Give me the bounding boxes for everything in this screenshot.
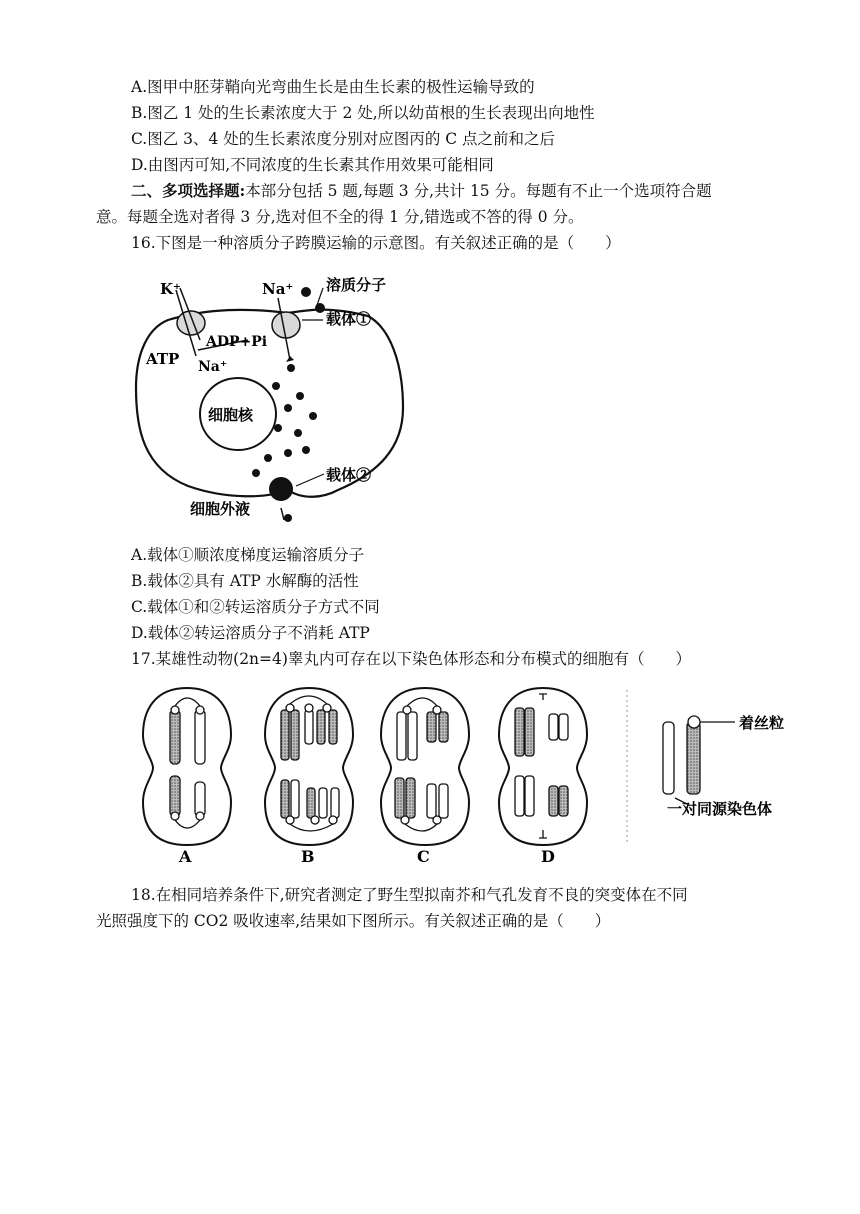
q16-option-d: D.载体②转运溶质分子不消耗 ATP: [131, 624, 370, 642]
q15-option-c: C.图乙 3、4 处的生长素浓度分别对应图丙的 C 点之前和之后: [131, 130, 556, 148]
carrier2-shape: [269, 477, 293, 501]
label-adp: ADP+Pi: [206, 334, 268, 350]
section2-heading: 二、多项选择题:: [131, 181, 246, 200]
legend-homologous-pair: 一对同源染色体: [667, 800, 773, 818]
cell-label-d: D: [541, 847, 555, 866]
cell-c-outline: [381, 688, 469, 845]
label-solute: 溶质分子: [326, 276, 387, 294]
cell-label-c: C: [417, 847, 430, 866]
q17-stem: 17.某雄性动物(2n=4)睾丸内可存在以下染色体形态和分布模式的细胞有（ ）: [131, 650, 691, 668]
section2-instructions: [131, 181, 712, 201]
q17-legend: [663, 716, 735, 804]
label-atp: ATP: [146, 350, 180, 368]
label-carrier2: 载体②: [326, 466, 372, 484]
legend-centromere: 着丝粒: [739, 714, 785, 732]
label-k: K⁺: [160, 280, 181, 298]
q16-cell-figure: [128, 268, 428, 530]
label-na-out: Na⁺: [262, 280, 294, 298]
q15-option-a: A.图甲中胚芽鞘向光弯曲生长是由生长素的极性运输导致的: [131, 78, 535, 96]
carrier1-shape: [272, 312, 300, 338]
q15-option-d: D.由图丙可知,不同浓度的生长素其作用效果可能相同: [131, 156, 494, 174]
cell-d-outline: [499, 688, 587, 845]
q16-option-b: B.载体②具有 ATP 水解酶的活性: [131, 572, 359, 590]
q16-stem: 16.下图是一种溶质分子跨膜运输的示意图。有关叙述正确的是（ ）: [131, 234, 621, 252]
label-extracellular: 细胞外液: [190, 500, 251, 518]
section2-line2: 意。每题全选对者得 3 分,选对但不全的得 1 分,错选或不答的得 0 分。: [96, 208, 584, 226]
q17-chromosome-figure: [135, 680, 800, 870]
q16-option-a: A.载体①顺浓度梯度运输溶质分子: [131, 546, 365, 564]
q18-line2: 光照强度下的 CO2 吸收速率,结果如下图所示。有关叙述正确的是（ ）: [96, 912, 611, 930]
section2-rest: 本部分包括 5 题,每题 3 分,共计 15 分。每题有不止一个选项符合题: [245, 182, 712, 200]
q15-option-b: B.图乙 1 处的生长素浓度大于 2 处,所以幼苗根的生长表现出向地性: [131, 104, 595, 122]
label-carrier1: 载体①: [326, 310, 372, 328]
cell-label-a: A: [179, 847, 192, 866]
cell-label-b: B: [301, 847, 315, 866]
q16-option-c: C.载体①和②转运溶质分子方式不同: [131, 598, 380, 616]
cell-a-outline: [143, 688, 231, 845]
q18-line1: 18.在相同培养条件下,研究者测定了野生型拟南芥和气孔发育不良的突变体在不同: [131, 886, 688, 904]
label-nucleus: 细胞核: [208, 406, 254, 424]
label-na-in: Na⁺: [198, 359, 228, 375]
